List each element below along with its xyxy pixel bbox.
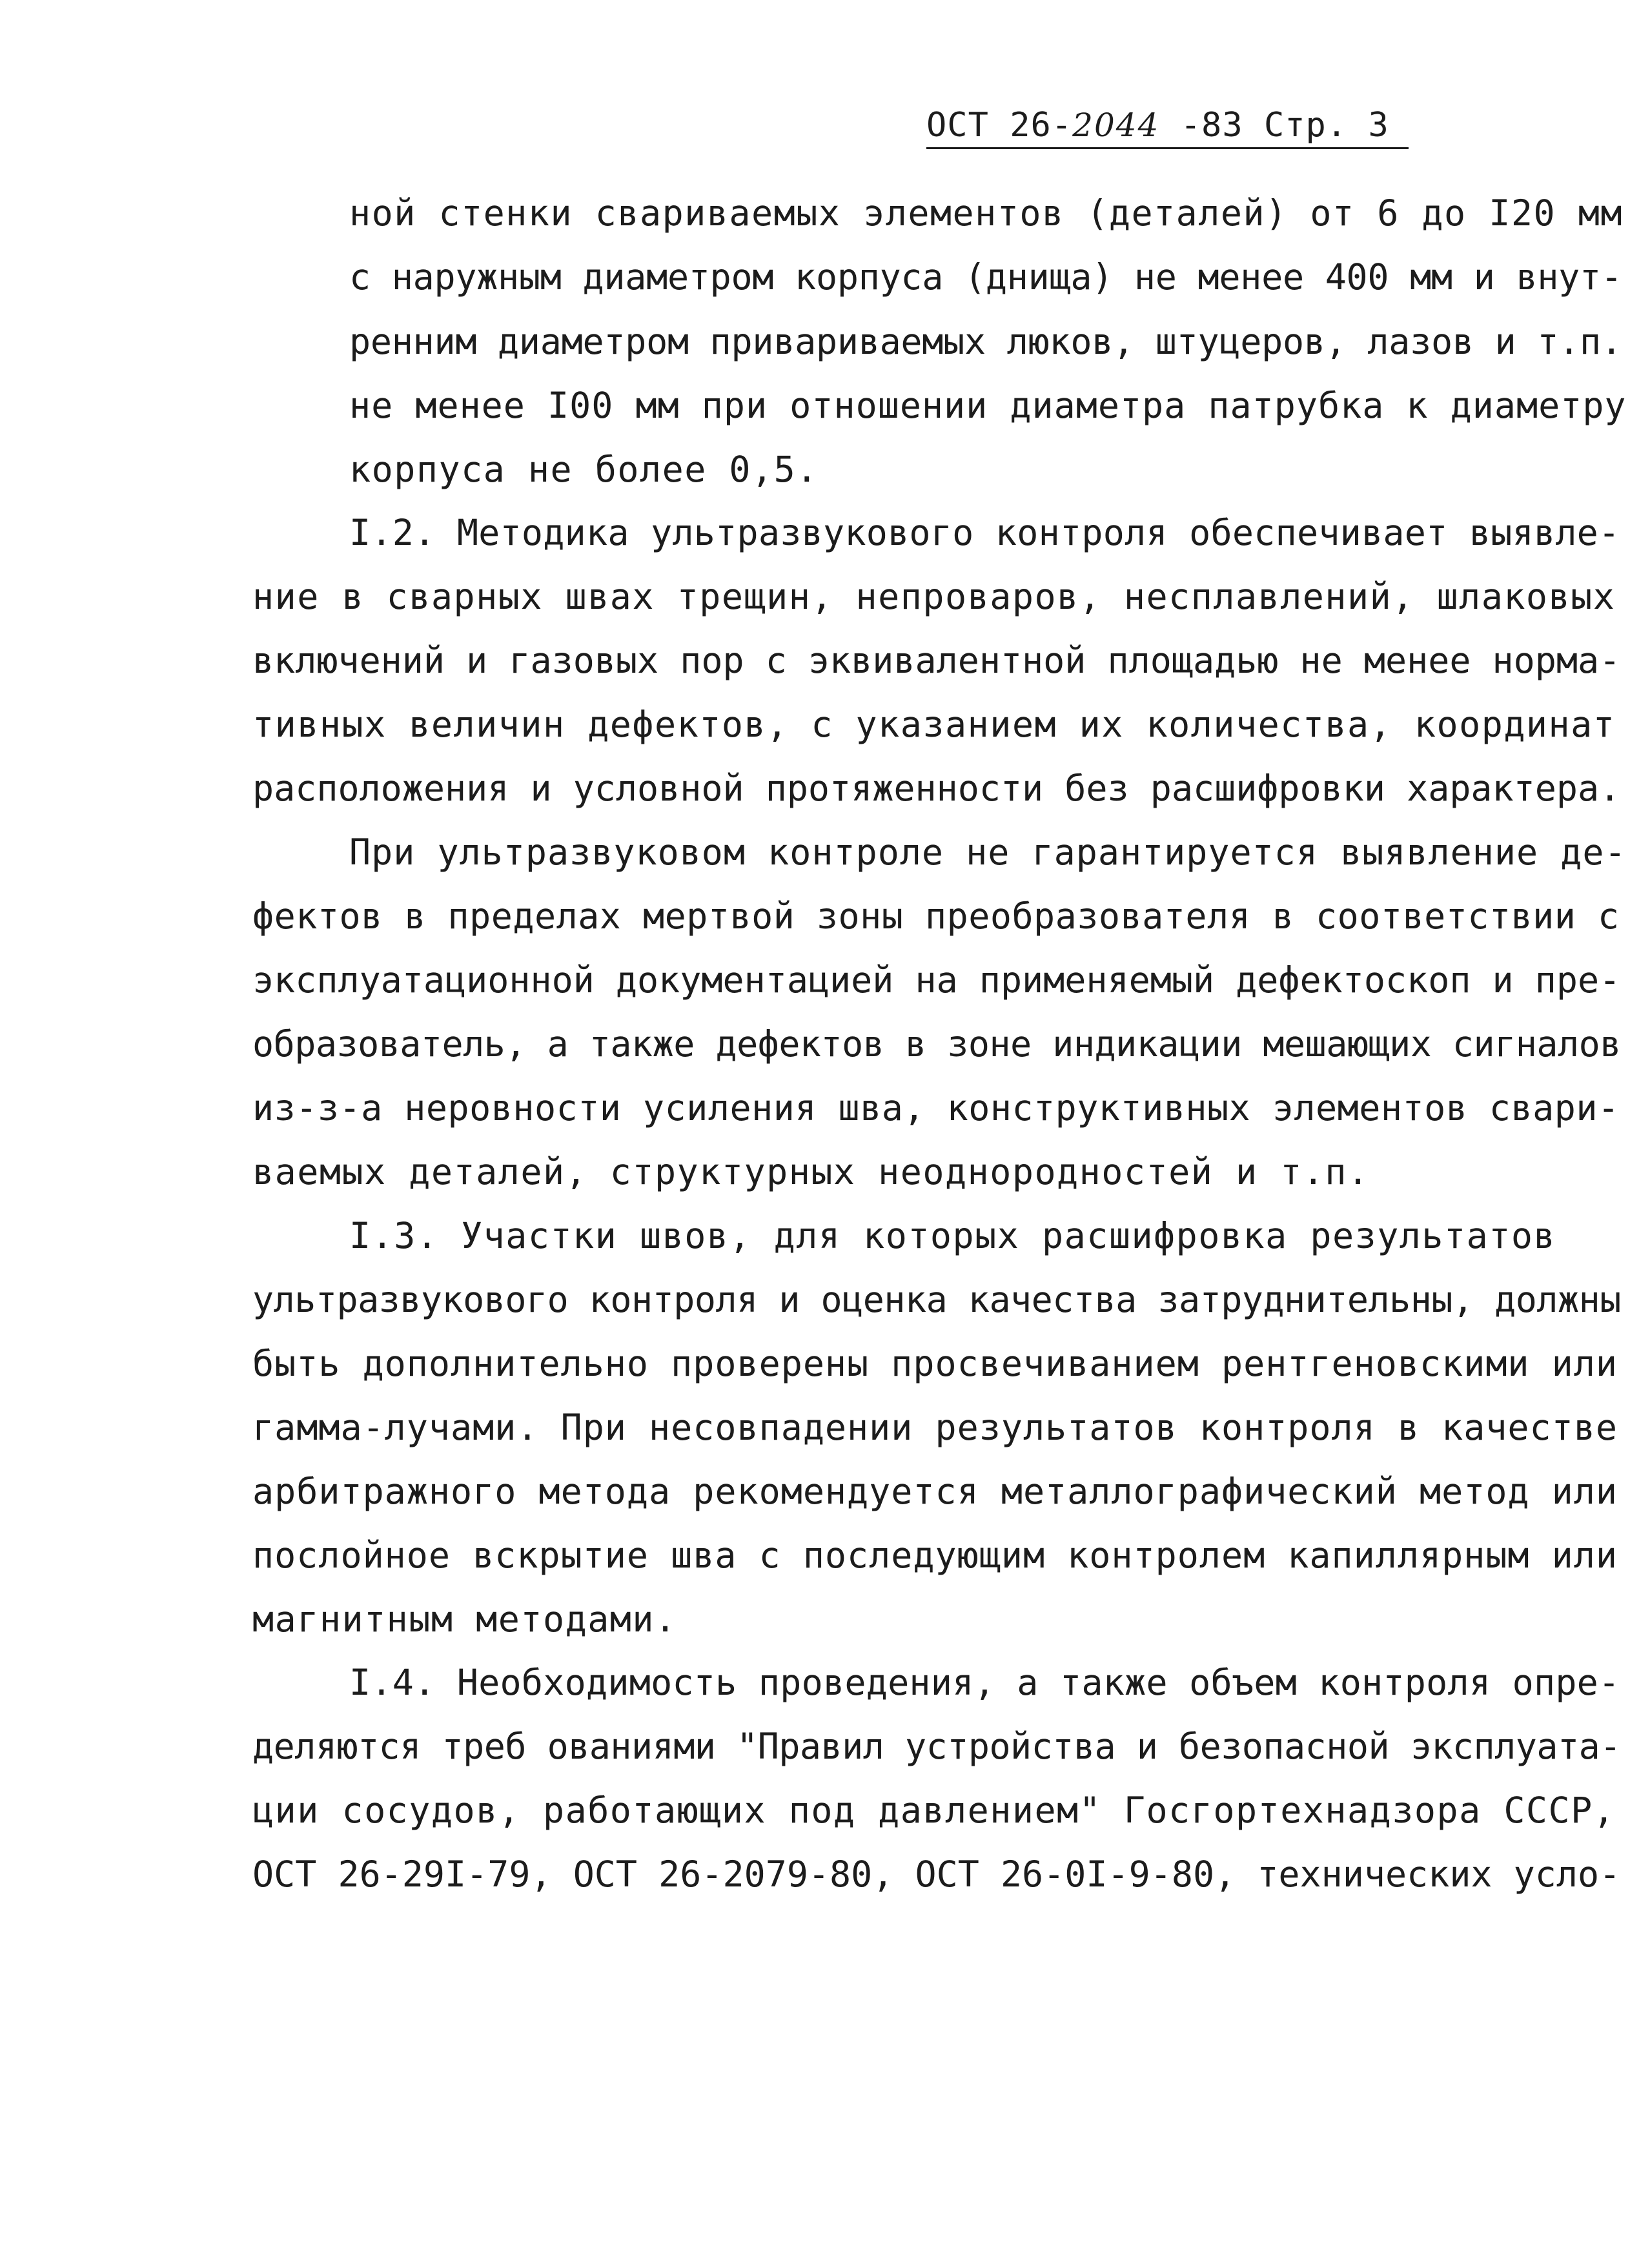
text-line: арбитражного метода рекомендуется металлографический метод или [252,1471,1618,1512]
text-line: ние в сварных швах трещин, непроваров, несплавлений, шлаковых [252,576,1616,617]
text-line: ренним диаметром привариваемых люков, штуцеров, лазов и т.п. [349,321,1622,362]
page-header [926,105,1389,146]
text-line: быть дополнительно проверены просвечиванием рентгеновскими или [252,1343,1618,1384]
text-line: ваемых деталей, структурных неоднородностей и т.п. [252,1151,1370,1192]
text-line: с наружным диаметром корпуса (днища) не менее 400 мм и внут- [349,256,1622,298]
handwritten-document-number: 2044 [1072,107,1160,144]
text-line: тивных величин дефектов, с указанием их количества, координат [252,704,1616,745]
text-line: из-з-а неровности усиления шва, конструктивных элементов свари- [252,1087,1620,1129]
text-line: гамма-лучами. При несовпадении результатов контроля в качестве [252,1407,1618,1448]
text-line: расположения и условной протяженности без расшифровки характера. [252,768,1621,809]
paragraph-first-line: При ультразвуковом контроле не гарантируется выявление де- [349,832,1627,873]
header-underline [926,147,1409,149]
text-line: магнитным методами. [252,1599,677,1640]
header-suffix: -83 Стр. 3 [1159,106,1389,145]
paragraph-1-4-first-line: I.4. Необходимость проведения, а также объем контроля опре- [349,1662,1620,1703]
text-line: корпуса не более 0,5. [349,449,819,490]
text-line: не менее I00 мм при отношении диаметра патрубка к диаметру [349,385,1627,426]
text-line: ультразвукового контроля и оценка качества затруднительны, должны [252,1279,1621,1320]
text-line: ной стенки свариваемых элементов (деталей) от 6 до I20 мм [349,192,1623,234]
header-prefix: ОСТ 26- [926,106,1073,145]
text-line: деляются треб ованиями "Правил устройства и безопасной эксплуата- [252,1726,1621,1767]
text-line: фектов в пределах мертвой зоны преобразователя в соответствии с [252,895,1620,937]
text-line: ОСТ 26-29I-79, ОСТ 26-2079-80, ОСТ 26-0I-9-80, технических усло- [252,1854,1621,1895]
paragraph-1-3-first-line: I.3. Участки швов, для которых расшифровка результатов [349,1215,1556,1256]
text-line: образователь, а также дефектов в зоне индикации мешающих сигналов [252,1023,1621,1065]
text-line: эксплуатационной документацией на применяемый дефектоскоп и пре- [252,959,1621,1001]
text-line: включений и газовых пор с эквивалентной площадью не менее норма- [252,640,1621,681]
paragraph-1-2-first-line: I.2. Методика ультразвукового контроля обеспечивает выявле- [349,512,1620,553]
text-line: ции сосудов, работающих под давлением" Госгортехнадзора СССР, [252,1790,1616,1831]
text-line: послойное вскрытие шва с последующим контролем капиллярным или [252,1535,1618,1576]
